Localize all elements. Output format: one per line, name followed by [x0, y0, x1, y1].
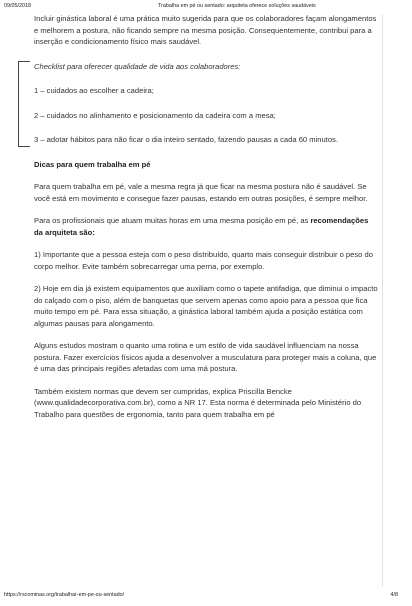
paragraph-normas: Também existem normas que devem ser cumpridas, explica Priscilla Bencke (www.qualidadecorporativa.com.br), como a NR 17. Esta norma é determinada pelo Ministério do Trabalho para questões de ergonomia, tanto para quem trabalha em pé — [34, 386, 362, 419]
recomendacoes-bold: recomendações da arquiteta são: — [34, 216, 369, 237]
page-title: Trabalha em pé ou sentado: arquiteta oferece soluções saudáveis — [158, 3, 316, 9]
print-date: 09/05/2018 — [4, 3, 31, 9]
paragraph-profissionais — [34, 215, 379, 238]
selection-bracket-side — [18, 61, 19, 147]
checklist-item-2: 2 – cuidados no alinhamento e posicionamento da cadeira com a mesa; — [34, 110, 276, 120]
paragraph-em-pe: Para quem trabalha em pé, vale a mesma regra já que ficar na mesma postura não é saudável. Se você está em movimento e consegue fazer pausas, estando em outras posições, é sempre melhor. — [34, 182, 368, 203]
checklist-title: Checklist para oferecer qualidade de vida aos colaboradores: — [34, 61, 241, 71]
page-url[interactable]: https://rscominas.org/trabalhar-em-pe-ou-sentado/ — [4, 592, 125, 598]
selection-bracket-bottom — [18, 146, 30, 147]
paragraph-recomendacao-2: 2) Hoje em dia já existem equipamentos que auxiliam como o tapete antifadiga, que diminui o impacto do calçado com o piso, além de banquetas que servem apenas como apoio para a pessoa que fica muito tempo em pé. Para essa situação, a ginástica laboral também ajuda a posição estática com algumas pausas para alongamento. — [34, 284, 378, 328]
profissionais-text: Para os profissionais que atuam muitas horas em uma mesma posição em pé, as — [34, 216, 311, 225]
paragraph-recomendacao-1: 1) Importante que a pessoa esteja com o peso distribuído, quarto mais conseguir distribuir o peso do corpo melhor. Evite também sobrecarregar uma perna, por exemplo. — [34, 250, 373, 271]
article-body — [34, 13, 379, 420]
page-border — [382, 14, 383, 587]
checklist-item-1: 1 – cuidados ao escolher a cadeira; — [34, 86, 154, 95]
section-heading: Dicas para quem trabalha em pé — [34, 159, 151, 169]
page-number: 4/8 — [390, 592, 398, 598]
checklist-item-3: 3 – adotar hábitos para não ficar o dia inteiro sentado, fazendo pausas a cada 60 minutos. — [34, 135, 338, 144]
paragraph-estudos: Alguns estudos mostram o quanto uma rotina e um estilo de vida saudável influenciam na nossa postura. Fazer exercícios físicos ajuda a desenvolver a musculatura para proteger mais a coluna, que é uma das principais regiões afetadas com uma má postura. — [34, 341, 377, 373]
paragraph-ginastica: Incluir ginástica laboral é uma prática muito sugerida para que os colaboradores façam alongamentos e melhorem a postura, não ficando sempre na mesma posição. Consequentemente, contribui para a inserção e condicionamento físico mais saudável. — [34, 14, 377, 46]
selection-bracket-top — [18, 61, 30, 62]
